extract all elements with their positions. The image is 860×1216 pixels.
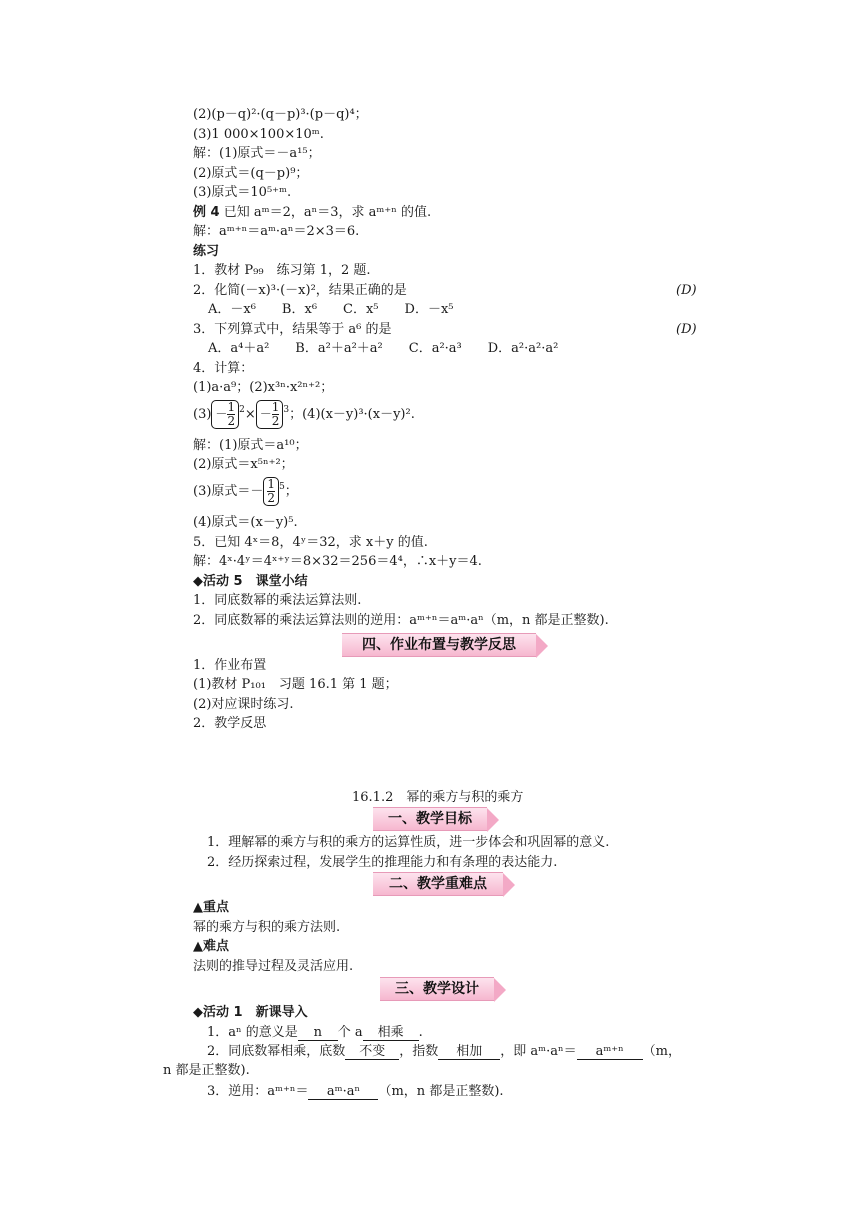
practice-4-solution-2: (2)原式＝x⁵ⁿ⁺²； xyxy=(193,457,294,472)
solution-2: (2)原式＝(q－p)⁹； xyxy=(193,166,309,181)
banner-teaching-goals: 一、教学目标 xyxy=(373,807,487,831)
question-2-continued: n 都是正整数). xyxy=(163,1063,250,1078)
item-4-text: ；(4)(x－y)³·(x－y)². xyxy=(289,407,415,422)
banner-teaching-design: 三、教学设计 xyxy=(380,977,494,1001)
q2-blank-1: 不变 xyxy=(345,1044,399,1060)
q2-blank-3: aᵐ⁺ⁿ xyxy=(577,1044,643,1060)
q1-blank-2: 相乘 xyxy=(363,1025,419,1041)
practice-3-answer: (D) xyxy=(676,322,697,337)
homework-1: 1．作业布置 xyxy=(193,658,267,673)
practice-4-solution-3: (3)原式＝－ $\frac{1}{2}$ $^5$； xyxy=(193,477,298,505)
practice-3: 3．下列算式中，结果等于 a⁶ 的是 xyxy=(193,322,392,337)
activity-5-heading: ◆活动 5 课堂小结 xyxy=(193,574,308,589)
q3-text-c: （m，n 都是正整数). xyxy=(378,1084,504,1099)
q3-text-a: 3．逆用：aᵐ⁺ⁿ＝ xyxy=(207,1084,309,1099)
solution-1: 解：(1)原式＝－a¹⁵； xyxy=(193,146,321,161)
section-title: 16.1.2 幂的乘方与积的乘方 xyxy=(352,790,524,805)
paren-fraction-2: － $\frac{1}{2}$ xyxy=(256,400,284,429)
practice-4-solution-1: 解：(1)原式＝a¹⁰； xyxy=(193,438,308,453)
summary-2: 2．同底数幂的乘法运算法则的逆用：aᵐ⁺ⁿ＝aᵐ·aⁿ（m，n 都是正整数). xyxy=(193,613,609,628)
practice-4: 4．计算： xyxy=(193,361,254,376)
goal-2: 2．经历探索过程，发展学生的推理能力和有条理的表达能力. xyxy=(207,855,558,870)
question-1 xyxy=(207,1024,423,1042)
paren-fraction-3: $\frac{1}{2}$ xyxy=(263,477,279,506)
homework-4: 2．教学反思 xyxy=(193,716,267,731)
q2-text-d: ，即 aᵐ·aⁿ＝ xyxy=(500,1044,577,1059)
q2-text-c: ，指数 xyxy=(399,1044,439,1059)
practice-4-solution-4: (4)原式＝(x－y)⁵. xyxy=(193,515,298,530)
banner-homework-reflection: 四、作业布置与教学反思 xyxy=(342,633,536,657)
example-4-solution: 解：aᵐ⁺ⁿ＝aᵐ·aⁿ＝2×3＝6. xyxy=(193,224,360,239)
q3-blank-1: aᵐ·aⁿ xyxy=(308,1084,378,1100)
q1-text-c: 个 a xyxy=(337,1025,363,1040)
paren-fraction-1: － $\frac{1}{2}$ xyxy=(211,400,239,429)
q1-text-a: 1．aⁿ 的意义是 xyxy=(207,1025,298,1040)
example-4-label: 例 4 xyxy=(193,205,220,220)
q1-text-d: . xyxy=(418,1025,423,1040)
practice-heading: 练习 xyxy=(193,244,220,259)
summary-1: 1．同底数幂的乘法运算法则. xyxy=(193,593,362,608)
practice-2-answer: (D) xyxy=(676,283,697,298)
practice-2: 2．化简(－x)³·(－x)²，结果正确的是 xyxy=(193,283,407,298)
banner-key-difficulties: 二、教学重难点 xyxy=(373,872,503,896)
goal-1: 1．理解幂的乘方与积的乘方的运算性质，进一步体会和巩固幂的意义. xyxy=(207,835,610,850)
example-4-text: 已知 aᵐ＝2，aⁿ＝3，求 aᵐ⁺ⁿ 的值. xyxy=(223,205,432,220)
question-2 xyxy=(207,1043,681,1061)
q2-text-e: （m， xyxy=(642,1044,681,1059)
practice-5: 5．已知 4ˣ＝8，4ʸ＝32，求 x＋y 的值. xyxy=(193,535,428,550)
practice-4-items-3-4: (3) － $\frac{1}{2}$ $^2$× － $\frac{1}{2}$ $^3$；(4)(x－y)³·(x－y)². xyxy=(193,400,415,428)
q2-blank-2: 相加 xyxy=(438,1044,500,1060)
item-3-label: (3) xyxy=(193,407,212,422)
q1-blank-1: n xyxy=(298,1025,338,1041)
practice-3-options: A．a⁴＋a² B．a²＋a²＋a² C．a²·a³ D．a²·a²·a² xyxy=(208,341,559,356)
difficulty-text: 法则的推导过程及灵活应用. xyxy=(193,959,354,974)
key-point-text: 幂的乘方与积的乘方法则. xyxy=(193,920,341,935)
key-point-label: ▲重点 xyxy=(193,900,229,915)
solution-3-prefix: (3)原式＝－ xyxy=(193,484,264,499)
practice-4-items-1-2: (1)a·a⁹；(2)x³ⁿ·x²ⁿ⁺²； xyxy=(193,380,334,395)
difficulty-label: ▲难点 xyxy=(193,939,229,954)
homework-2: (1)教材 P₁₀₁ 习题 16.1 第 1 题； xyxy=(193,677,398,692)
practice-2-options: A．－x⁶ B．x⁶ C．x⁵ D．－x⁵ xyxy=(208,302,454,317)
example-4 xyxy=(193,204,431,222)
practice-5-solution: 解：4ˣ·4ʸ＝4ˣ⁺ʸ＝8×32＝256＝4⁴，∴x＋y＝4. xyxy=(193,554,482,569)
homework-3: (2)对应课时练习. xyxy=(193,697,294,712)
q2-text-a: 2．同底数幂相乘，底数 xyxy=(207,1044,346,1059)
problem-3: (3)1 000×100×10ᵐ. xyxy=(193,127,324,142)
practice-1: 1．教材 P₉₉ 练习第 1，2 题. xyxy=(193,263,371,278)
solution-3: (3)原式＝10⁵⁺ᵐ. xyxy=(193,185,292,200)
problem-2: (2)(p－q)²·(q－p)³·(p－q)⁴； xyxy=(193,107,368,122)
question-3 xyxy=(207,1083,504,1101)
activity-1-heading: ◆活动 1 新课导入 xyxy=(193,1005,308,1020)
